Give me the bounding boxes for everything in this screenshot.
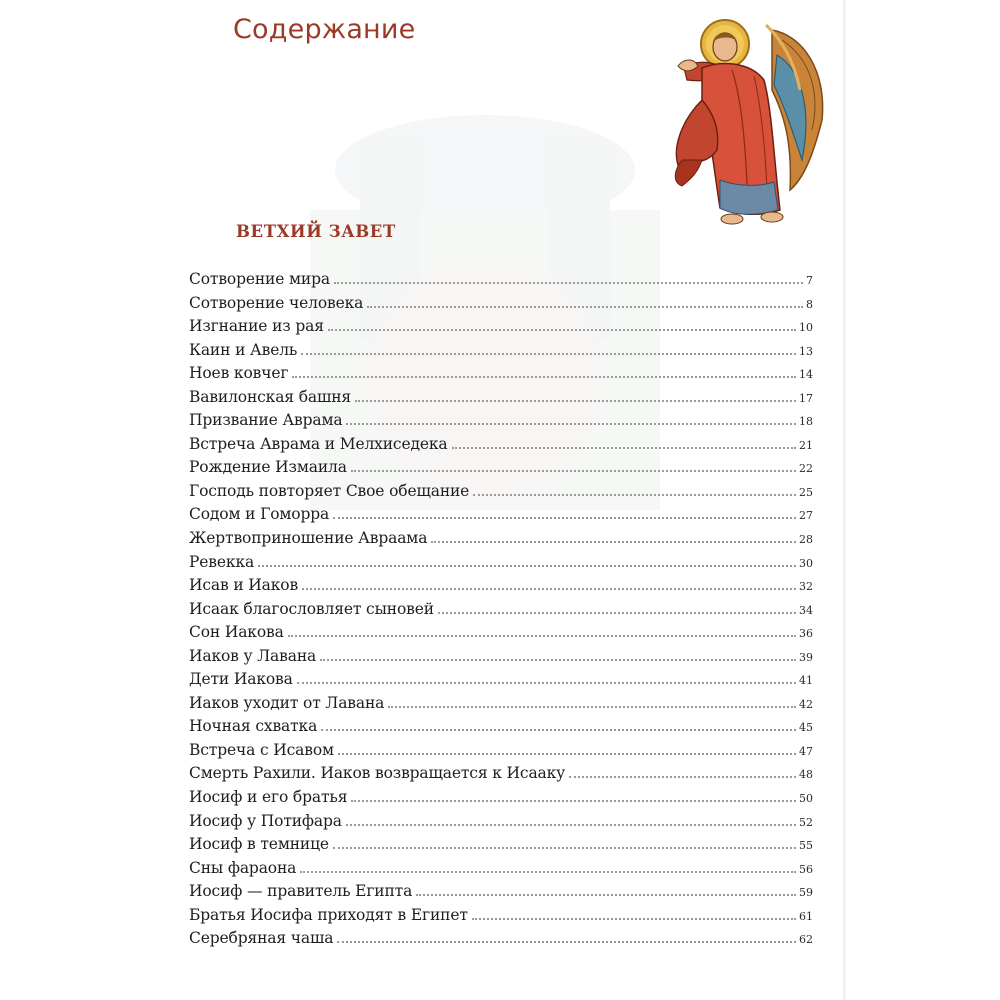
toc-entry[interactable] [189, 576, 813, 600]
toc-entry[interactable] [189, 411, 813, 435]
toc-entry[interactable] [189, 600, 813, 624]
toc-entry-title: Иосиф у Потифара [189, 811, 342, 830]
toc-entry-page-number: 50 [799, 792, 813, 806]
toc-entry-page-number: 41 [799, 674, 813, 688]
dot-leader [333, 846, 796, 849]
toc-entry-title: Иаков уходит от Лавана [189, 693, 385, 712]
toc-entry-title: Серебряная чаша [189, 929, 334, 948]
toc-entry-title: Каин и Авель [189, 340, 298, 359]
toc-entry-title: Ревекка [189, 552, 255, 571]
toc-entry[interactable] [189, 929, 813, 953]
dot-leader [416, 893, 796, 896]
toc-entry[interactable] [189, 647, 813, 671]
toc-entry[interactable] [189, 835, 813, 859]
toc-entry[interactable] [189, 717, 813, 741]
toc-entry[interactable] [189, 482, 813, 506]
page-edge [843, 0, 847, 1000]
toc-entry-title: Исав и Иаков [189, 576, 299, 595]
toc-entry[interactable] [189, 388, 813, 412]
dot-leader [355, 399, 796, 402]
toc-entry-page-number: 32 [799, 580, 813, 594]
toc-entry-title: Встреча с Исавом [189, 740, 334, 759]
toc-entry-title: Встреча Аврама и Мелхиседека [189, 434, 448, 453]
dot-leader [431, 540, 796, 543]
toc-entry[interactable] [189, 670, 813, 694]
dot-leader [300, 870, 796, 873]
dot-leader [337, 940, 796, 943]
toc-entry[interactable] [189, 553, 813, 577]
dot-leader [569, 775, 796, 778]
toc-entry[interactable] [189, 341, 813, 365]
toc-entry[interactable] [189, 694, 813, 718]
toc-entry-title: Иосиф в темнице [189, 835, 329, 854]
toc-entry-title: Сон Иакова [189, 623, 284, 642]
toc-entry-title: Смерть Рахили. Иаков возвращается к Исааку [189, 764, 566, 783]
toc-entry-title: Господь повторяет Свое обещание [189, 481, 470, 500]
dot-leader [473, 493, 796, 496]
toc-entry-page-number: 45 [799, 721, 813, 735]
dot-leader [367, 305, 803, 308]
toc-entry[interactable] [189, 529, 813, 553]
toc-entry-page-number: 13 [799, 344, 813, 358]
toc-entry-page-number: 10 [799, 321, 813, 335]
dot-leader [328, 328, 796, 331]
toc-entry-title: Вавилонская башня [189, 387, 352, 406]
dot-leader [452, 446, 796, 449]
toc-entry-page-number: 39 [799, 650, 813, 664]
toc-entry-page-number: 56 [799, 862, 813, 876]
toc-entry[interactable] [189, 435, 813, 459]
toc-entry-page-number: 18 [799, 415, 813, 429]
dot-leader [346, 823, 796, 826]
toc-entry[interactable] [189, 859, 813, 883]
toc-entry-page-number: 42 [799, 697, 813, 711]
dot-leader [288, 634, 796, 637]
toc-entry-page-number: 21 [799, 438, 813, 452]
dot-leader [338, 752, 796, 755]
toc-entry-page-number: 47 [799, 744, 813, 758]
toc-entry[interactable] [189, 623, 813, 647]
toc-entry[interactable] [189, 788, 813, 812]
toc-entry-page-number: 59 [799, 886, 813, 900]
dot-leader [351, 799, 796, 802]
dot-leader [301, 352, 796, 355]
toc-entry-page-number: 8 [806, 297, 813, 311]
dot-leader [334, 281, 803, 284]
toc-entry-title: Жертвоприношение Авраама [189, 529, 428, 548]
table-of-contents [189, 270, 813, 953]
toc-entry-title: Иосиф и его братья [189, 788, 348, 807]
dot-leader [320, 658, 796, 661]
dot-leader [472, 917, 796, 920]
toc-entry-title: Сны фараона [189, 858, 297, 877]
toc-entry[interactable] [189, 812, 813, 836]
toc-entry[interactable] [189, 270, 813, 294]
toc-entry[interactable] [189, 882, 813, 906]
toc-entry-page-number: 36 [799, 627, 813, 641]
toc-entry-page-number: 22 [799, 462, 813, 476]
dot-leader [388, 705, 796, 708]
section-heading: ВЕТХИЙ ЗАВЕТ [236, 222, 396, 241]
toc-entry-title: Сотворение человека [189, 293, 364, 312]
toc-entry-title: Иаков у Лавана [189, 646, 317, 665]
dot-leader [351, 469, 796, 472]
toc-entry-page-number: 34 [799, 603, 813, 617]
toc-entry-title: Братья Иосифа приходят в Египет [189, 905, 468, 924]
toc-entry-title: Содом и Гоморра [189, 505, 330, 524]
toc-entry[interactable] [189, 741, 813, 765]
toc-entry-page-number: 55 [799, 839, 813, 853]
toc-entry-title: Призвание Аврама [189, 411, 343, 430]
angel-icon [662, 10, 830, 236]
toc-entry-page-number: 52 [799, 815, 813, 829]
toc-entry-title: Ночная схватка [189, 717, 318, 736]
toc-entry[interactable] [189, 906, 813, 930]
toc-entry-title: Ноев ковчег [189, 364, 289, 383]
toc-entry-title: Исаак благословляет сыновей [189, 599, 434, 618]
toc-entry[interactable] [189, 294, 813, 318]
dot-leader [438, 611, 796, 614]
toc-entry-page-number: 25 [799, 485, 813, 499]
toc-entry-title: Иосиф — правитель Египта [189, 882, 413, 901]
dot-leader [321, 728, 796, 731]
toc-entry-page-number: 28 [799, 533, 813, 547]
toc-entry-page-number: 17 [799, 391, 813, 405]
page-title: Содержание [233, 14, 416, 45]
toc-entry-page-number: 27 [799, 509, 813, 523]
toc-entry-title: Дети Иакова [189, 670, 293, 689]
toc-entry-page-number: 62 [799, 933, 813, 947]
toc-entry-page-number: 7 [806, 274, 813, 287]
toc-entry-page-number: 14 [799, 368, 813, 382]
toc-entry-title: Сотворение мира [189, 270, 330, 288]
dot-leader [258, 564, 796, 567]
toc-entry[interactable] [189, 764, 813, 788]
toc-entry[interactable] [189, 317, 813, 341]
toc-entry[interactable] [189, 505, 813, 529]
toc-entry-title: Изгнание из рая [189, 317, 324, 336]
toc-entry-page-number: 48 [799, 768, 813, 782]
toc-entry-title: Рождение Измаила [189, 458, 347, 477]
toc-entry-page-number: 61 [799, 909, 813, 923]
dot-leader [346, 422, 796, 425]
toc-entry-page-number: 30 [799, 556, 813, 570]
dot-leader [297, 681, 796, 684]
toc-entry[interactable] [189, 364, 813, 388]
toc-entry[interactable] [189, 458, 813, 482]
dot-leader [292, 375, 796, 378]
dot-leader [333, 516, 796, 519]
dot-leader [302, 587, 796, 590]
